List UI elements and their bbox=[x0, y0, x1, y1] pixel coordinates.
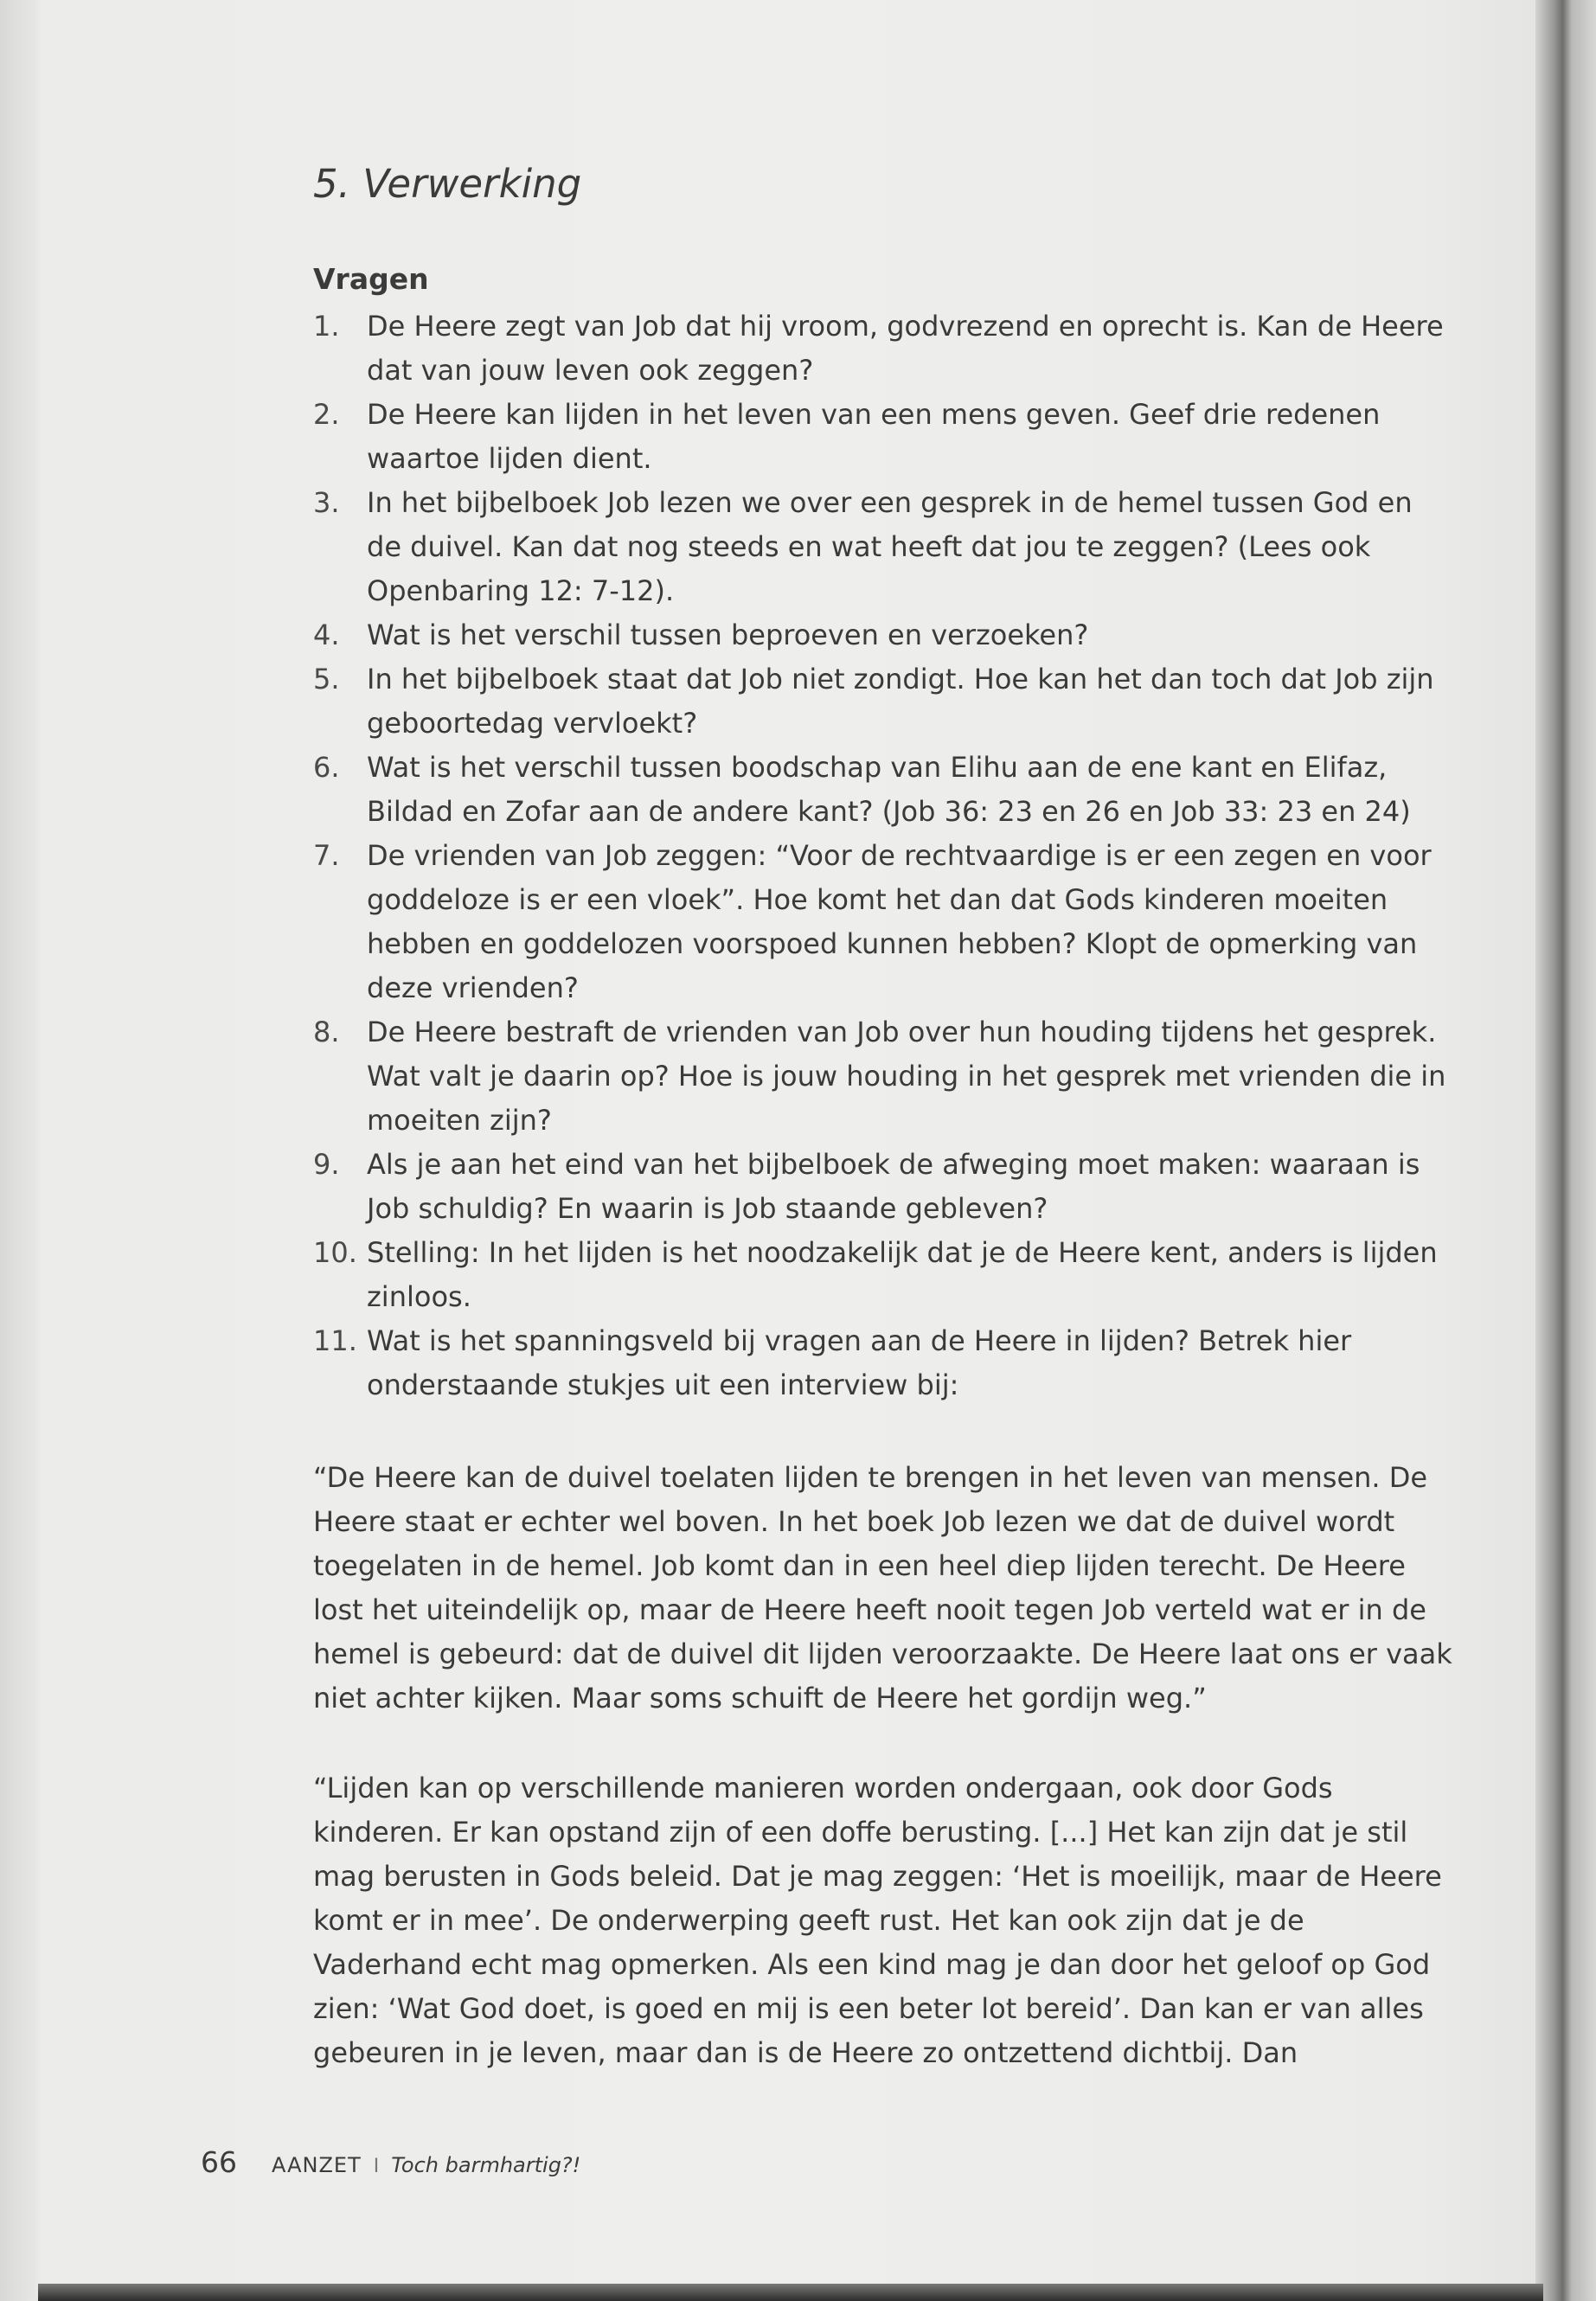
question-number: 11. bbox=[313, 1324, 357, 1357]
question-item bbox=[313, 613, 1455, 657]
question-number: 3. bbox=[313, 486, 340, 519]
question-number: 2. bbox=[313, 398, 340, 431]
question-number: 1. bbox=[313, 310, 340, 343]
question-text: De Heere kan lijden in het leven van een mens geven. Geef drie redenen waartoe lijden dient. bbox=[367, 398, 1381, 475]
question-item bbox=[313, 1319, 1455, 1407]
question-text: De Heere bestraft de vrienden van Job over hun houding tijdens het gesprek. Wat valt je daarin op? Hoe is jouw houding in het gesprek met vrienden die in moeiten zijn? bbox=[367, 1016, 1446, 1137]
question-item bbox=[313, 657, 1455, 746]
question-item bbox=[313, 1231, 1455, 1319]
question-number: 6. bbox=[313, 751, 340, 784]
interview-quote-1: “De Heere kan de duivel toelaten lijden te brengen in het leven van mensen. De Heere staat er echter wel boven. In het boek Job lezen we dat de duivel wordt toegelaten in de hemel. Job komt dan in een heel diep lijden terecht. De Heere lost het uiteindelijk op, maar de Heere heeft nooit tegen Job verteld wat er in de hemel is gebeurd: dat de duivel dit lijden veroorzaakte. De Heere laat ons er vaak niet achter kijken. Maar soms schuift de Heere het gordijn weg.” bbox=[313, 1461, 1452, 1715]
question-number: 7. bbox=[313, 839, 340, 872]
running-head: AANZET bbox=[272, 2153, 362, 2177]
question-item bbox=[313, 304, 1455, 393]
question-item bbox=[313, 393, 1455, 481]
question-item bbox=[313, 746, 1455, 834]
page-number: 66 bbox=[201, 2145, 237, 2179]
page-footer bbox=[201, 2145, 580, 2179]
question-number: 10. bbox=[313, 1236, 357, 1269]
question-number: 8. bbox=[313, 1016, 340, 1048]
question-text: Stelling: In het lijden is het noodzakelijk dat je de Heere kent, anders is lijden zinloos. bbox=[367, 1236, 1438, 1313]
interview-quote-2: “Lijden kan op verschillende manieren worden ondergaan, ook door Gods kinderen. Er kan opstand zijn of een doffe berusting. [...] Het kan zijn dat je stil mag berusten in Gods beleid. Dat je mag zeggen: ‘Het is moeilijk, maar de Heere komt er in mee’. De onderwerping geeft rust. Het kan ook zijn dat je de Vaderhand echt mag opmerken. Als een kind mag je dan door het geloof op God zien: ‘Wat God doet, is goed en mij is een beter lot bereid’. Dan kan er van alles gebeuren in je leven, maar dan is de Heere zo ontzettend dichtbij. Dan bbox=[313, 1772, 1442, 2069]
page-left-edge bbox=[0, 0, 38, 2301]
subheading-vragen: Vragen bbox=[313, 262, 429, 296]
question-text: Wat is het spanningsveld bij vragen aan de Heere in lijden? Betrek hier onderstaande stukjes uit een interview bij: bbox=[367, 1324, 1352, 1401]
question-text: De Heere zegt van Job dat hij vroom, godvrezend en oprecht is. Kan de Heere dat van jouw leven ook zeggen? bbox=[367, 310, 1444, 387]
question-text: Wat is het verschil tussen boodschap van Elihu aan de ene kant en Elifaz, Bildad en Zofar aan de andere kant? (Job 36: 23 en 26 en Job 33: 23 en 24) bbox=[367, 751, 1411, 828]
question-list bbox=[313, 304, 1455, 1407]
question-text: De vrienden van Job zeggen: “Voor de rechtvaardige is er een zegen en voor goddeloze is er een vloek”. Hoe komt het dan dat Gods kinderen moeiten hebben en goddelozen voorspoed kunnen hebben? Klopt de opmerking van deze vrienden? bbox=[367, 839, 1432, 1004]
question-text: In het bijbelboek Job lezen we over een gesprek in de hemel tussen God en de duivel. Kan dat nog steeds en wat heeft dat jou te zeggen? (Lees ook Openbaring 12: 7-12). bbox=[367, 486, 1413, 607]
question-text: Wat is het verschil tussen beproeven en verzoeken? bbox=[367, 619, 1089, 651]
question-number: 9. bbox=[313, 1148, 340, 1181]
question-item bbox=[313, 481, 1455, 613]
section-title: 5. Verwerking bbox=[313, 161, 582, 207]
question-text: In het bijbelboek staat dat Job niet zondigt. Hoe kan het dan toch dat Job zijn geboortedag vervloekt? bbox=[367, 663, 1434, 740]
page-bottom-edge bbox=[38, 2284, 1543, 2301]
running-head-separator: I bbox=[373, 2156, 380, 2177]
book-title: Toch barmhartig?! bbox=[391, 2153, 581, 2177]
book-spine bbox=[1535, 0, 1596, 2301]
question-item bbox=[313, 1010, 1455, 1143]
question-text: Als je aan het eind van het bijbelboek de afweging moet maken: waaraan is Job schuldig? En waarin is Job staande gebleven? bbox=[367, 1148, 1420, 1225]
question-item bbox=[313, 834, 1455, 1010]
question-item bbox=[313, 1143, 1455, 1231]
question-number: 4. bbox=[313, 619, 340, 651]
question-number: 5. bbox=[313, 663, 340, 695]
